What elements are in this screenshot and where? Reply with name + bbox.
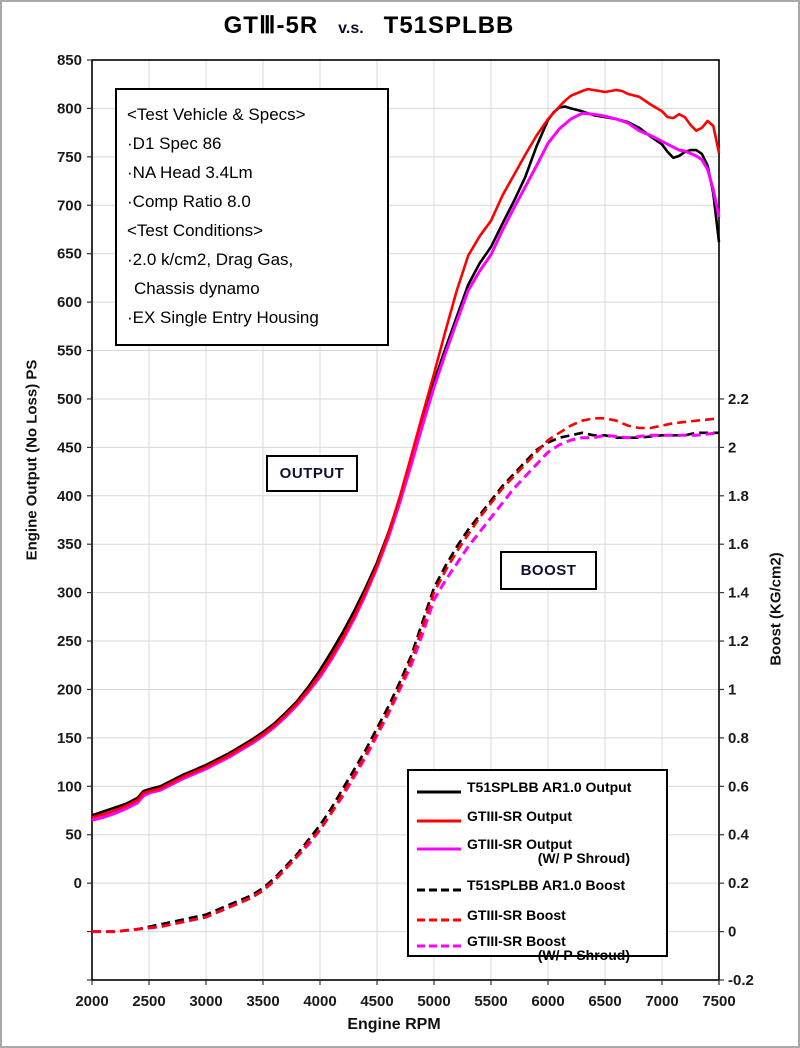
spec-line: ·Comp Ratio 8.0	[127, 192, 251, 211]
spec-line: ·2.0 k/cm2, Drag Gas,	[127, 250, 294, 269]
y-left-tick-label: 650	[56, 245, 82, 263]
y-left-tick-label: 250	[56, 633, 82, 651]
y-right-tick-label: 1.8	[728, 487, 749, 505]
x-tick-label: 4000	[303, 993, 337, 1010]
y-left-tick-label: 0	[73, 875, 82, 893]
y-right-tick-label: -0.2	[728, 972, 754, 989]
x-tick-label: 5000	[417, 993, 451, 1010]
y-left-tick-label: 100	[56, 778, 82, 796]
y-left-tick-label: 600	[56, 294, 82, 312]
x-axis-title: Engine RPM	[347, 1016, 441, 1033]
legend-entry	[417, 877, 625, 893]
y-left-tick-label: 400	[56, 487, 82, 505]
legend-entry	[417, 808, 572, 824]
x-tick-label: 4500	[360, 993, 394, 1010]
x-tick-label: 2500	[132, 993, 166, 1010]
y-left-tick-label: 150	[56, 729, 82, 747]
legend-line-sample-magenta-solid	[417, 840, 461, 848]
spec-line: ·EX Single Entry Housing	[127, 308, 319, 327]
spec-line: Chassis dynamo	[134, 279, 260, 298]
y-right-tick-label: 2.2	[728, 390, 749, 408]
legend-label-line2: (W/ P Shroud)	[537, 947, 630, 963]
x-tick-label: 2000	[75, 993, 109, 1010]
y-right-tick-label: 1	[728, 681, 737, 699]
legend-label: T51SPLBB AR1.0 Output	[467, 779, 632, 795]
output-callout-label: OUTPUT	[279, 465, 345, 482]
y-left-tick-label: 850	[56, 52, 82, 69]
x-tick-label: 5500	[474, 993, 508, 1010]
y-left-tick-label: 300	[56, 584, 82, 602]
chart-legend	[407, 769, 668, 963]
title-right-turbo: T51SPLBB	[383, 12, 515, 39]
y-left-tick-label: 200	[56, 681, 82, 699]
y-right-axis-title: Boost (KG/cm2)	[767, 552, 785, 666]
x-tick-label: 6500	[588, 993, 622, 1010]
y-left-tick-label: 450	[56, 439, 82, 457]
spec-line: <Test Vehicle & Specs>	[127, 105, 306, 124]
x-tick-label: 7500	[702, 993, 736, 1010]
title-versus: v.s.	[338, 20, 364, 37]
y-right-tick-label: 1.2	[728, 633, 749, 651]
spec-line: ·D1 Spec 86	[127, 134, 222, 153]
legend-line-sample-black-dashed	[417, 881, 461, 889]
y-right-tick-label: 1.4	[728, 584, 749, 602]
test-specs-box	[115, 88, 389, 346]
y-right-tick-label: 2	[728, 439, 737, 457]
x-tick-label: 6000	[531, 993, 565, 1010]
y-left-axis-title: Engine Output (No Loss) PS	[23, 359, 41, 561]
legend-label: T51SPLBB AR1.0 Boost	[467, 877, 626, 893]
legend-line-sample-magenta-dashed	[417, 937, 461, 945]
y-left-tick-label: 800	[56, 100, 82, 118]
y-left-tick-label: 500	[56, 390, 82, 408]
output-callout-box	[266, 455, 358, 492]
y-left-tick-label: 750	[56, 148, 82, 166]
legend-label: GTIII-SR Output	[467, 836, 572, 852]
title-left-turbo: GTⅢ-5R	[223, 12, 319, 39]
y-left-tick-label: 350	[56, 536, 82, 554]
y-left-tick-label: 700	[56, 197, 82, 215]
boost-callout-box	[500, 551, 597, 590]
y-right-tick-label: 0.4	[728, 826, 749, 844]
legend-line-sample-black-solid	[417, 783, 461, 791]
legend-line-sample-red-dashed	[417, 911, 461, 919]
legend-label: GTIII-SR Boost	[467, 907, 566, 923]
x-tick-label: 3500	[246, 993, 280, 1010]
legend-line-sample-red-solid	[417, 812, 461, 820]
x-tick-label: 3000	[189, 993, 223, 1010]
y-right-tick-label: 0	[728, 923, 737, 941]
legend-label-line2: (W/ P Shroud)	[537, 850, 630, 866]
legend-entry	[417, 907, 566, 923]
legend-entry	[417, 779, 631, 795]
y-right-tick-label: 0.8	[728, 729, 749, 747]
y-right-tick-label: 0.6	[728, 778, 749, 796]
spec-line: <Test Conditions>	[127, 221, 264, 240]
y-left-tick-label: 50	[65, 826, 82, 844]
y-left-tick-label: 550	[56, 342, 82, 360]
spec-line: ·NA Head 3.4Lm	[127, 163, 253, 182]
legend-label: GTIII-SR Boost	[467, 933, 566, 949]
y-right-tick-label: 0.2	[728, 875, 749, 893]
legend-label: GTIII-SR Output	[467, 808, 572, 824]
x-tick-label: 7000	[645, 993, 679, 1010]
boost-callout-label: BOOST	[520, 562, 577, 579]
y-right-tick-label: 1.6	[728, 536, 749, 554]
